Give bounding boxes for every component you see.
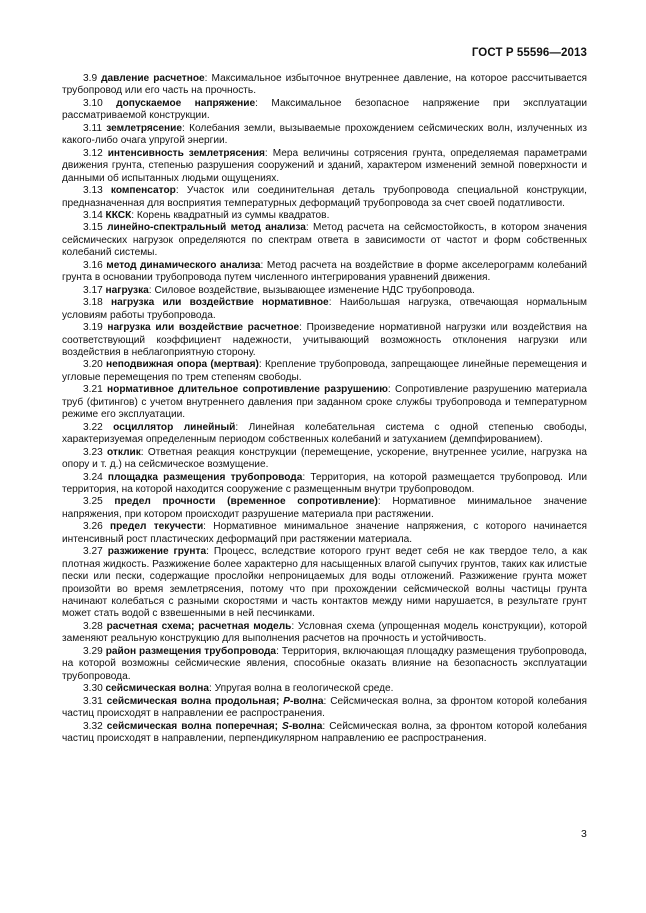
term-entry: 3.17 нагрузка: Силовое воздействие, вызывающее изменение НДС трубопровода. — [83, 284, 475, 296]
term-entry: 3.31 сейсмическая волна продольная; P-волна: Сейсмическая волна, за фронтом которой колебания частиц происходят в направлении ее распространения. — [62, 695, 587, 720]
term-title — [111, 185, 176, 196]
term-number: 3.26 — [83, 521, 103, 533]
term-title-italic: S — [282, 720, 289, 732]
term-title — [107, 384, 388, 395]
term-number: 3.19 — [83, 322, 103, 334]
term-title-text: разжижение грунта — [107, 546, 207, 558]
term-title — [107, 447, 141, 458]
term-title-text: неподвижная опора (мертвая) — [105, 359, 259, 371]
term-title-text: сейсмическая волна — [105, 683, 210, 695]
term-title-text: давление расчетное — [101, 73, 205, 84]
term-definition: Процесс, вследствие которого грунт ведет себя не как твердое тело, а как плотная жидкость. Разжижение более характерно для насыщенных влагой сыпучих грунтов, таких как илистые пески или пески, содержащие прослойки непроницаемых для воды отложений. Разжижение грунта может произойти во время землетрясения, потому что при прохождении сейсмической волны частицы грунта начинают колебаться с разными скоростями и часть контактов между ними нарушается, в результате грунт может стать водой с взвешенными в ней песчинками. — [62, 546, 587, 620]
term-title — [106, 285, 149, 296]
term-title-text: отклик — [106, 446, 141, 458]
term-title — [106, 210, 132, 221]
term-title — [110, 521, 203, 532]
term-number: 3.21 — [83, 384, 103, 396]
term-definition: Территория, включающая площадку размещения трубопровода, на которой возможны сейсмические явления, способные оказать влияние на безопасность эксплуатации трубопровода. — [62, 645, 587, 682]
term-number: 3.12 — [83, 147, 103, 159]
term-entry: 3.29 район размещения трубопровода: Территория, включающая площадку размещения трубопровода, на которой возможны сейсмические явления, способные оказать влияние на безопасность эксплуатации трубопровода. — [62, 645, 587, 682]
term-title — [106, 260, 260, 271]
term-title-text: метод динамического анализа — [106, 259, 261, 271]
term-number: 3.20 — [83, 359, 103, 371]
term-definition: Колебания земли, вызываемые прохождением сейсмических волн, излученных из какого-либо очага упругой энергии. — [62, 122, 587, 147]
term-title — [107, 322, 299, 333]
term-entry: 3.21 нормативное длительное сопротивление разрушению: Сопротивление разрушению материала труб (фитингов) с учетом внутреннего давления при заданном сроке службы трубопровода и температурном режиме его эксплуатации. — [62, 384, 587, 421]
term-entry: 3.19 нагрузка или воздействие расчетное: Произведение нормативной нагрузки или воздействия на соответствующий коэффициент надежности, учитывающий возможность отклонения нагрузки или воздействия в неблагоприятную сторону. — [62, 322, 587, 358]
term-title-text: нагрузка или воздействие расчетное — [107, 322, 300, 334]
term-title — [106, 123, 182, 134]
term-entry: 3.27 разжижение грунта: Процесс, вследствие которого грунт ведет себя не как твердое тело, а как плотная жидкость. Разжижение более характерно для насыщенных влагой сыпучих грунтов, таких как илистые пески или пески, содержащие прослойки непроницаемых для воды отложений. Разжижение грунта может произойти во время землетрясения, потому что при прохождении сейсмической волны частицы грунта начинают колебаться с разными скоростями и часть контактов между ними нарушается, в результате грунт может стать водой с взвешенными в ней песчинками. — [62, 546, 587, 620]
term-definition: Наибольшая нагрузка, отвечающая нормальным условиям работы трубопровода. — [62, 297, 587, 321]
term-definition: Мера величины сотрясения грунта, определяемая параметрами движения грунта, степенью разрушения сооружений и зданий, характером изменений земной поверхности и данными об испытанных людьми ощущениях. — [62, 147, 587, 184]
term-title — [108, 546, 206, 557]
term-title-text: нормативное длительное сопротивление разрушению — [107, 384, 388, 396]
term-title — [101, 73, 205, 84]
term-title — [108, 472, 302, 483]
term-number: 3.13 — [83, 185, 103, 197]
term-number: 3.32 — [83, 720, 103, 732]
term-definition: Произведение нормативной нагрузки или воздействия на соответствующий коэффициент надежности, учитывающий возможность отклонения нагрузки или воздействия в неблагоприятную сторону. — [62, 322, 587, 358]
term-title-tail: -волна — [288, 720, 323, 732]
term-definition: Сейсмическая волна, за фронтом которой колебания частиц происходят в направлении ее распространения. — [62, 695, 587, 720]
term-title-text: линейно-спектральный метод анализа — [107, 222, 306, 234]
term-entry: 3.24 площадка размещения трубопровода: Территория, на которой размещается трубопровод. Или территория, на которой находится сооружение с размещенным внутри трубопроводом. — [62, 471, 587, 495]
term-entry: 3.14 ККСК: Корень квадратный из суммы квадратов. — [83, 209, 330, 221]
term-definition: Максимальное безопасное напряжение при эксплуатации рассматриваемой конструкции. — [62, 97, 587, 122]
term-title-text: расчетная схема; расчетная модель — [106, 620, 292, 632]
term-title-text: площадка размещения трубопровода — [107, 471, 303, 483]
term-entry: 3.9 давление расчетное: Максимальное избыточное внутреннее давление, на которое рассчитывается трубопровод или его часть на прочность. — [62, 73, 587, 97]
term-title-text: предел прочности (временное сопротивление) — [114, 496, 378, 508]
terms-list — [62, 73, 587, 745]
term-title — [107, 621, 292, 632]
term-entry: 3.30 сейсмическая волна: Упругая волна в геологической среде. — [83, 683, 394, 695]
term-number: 3.22 — [83, 421, 103, 433]
term-number: 3.27 — [83, 546, 103, 558]
term-title — [106, 683, 209, 694]
term-number: 3.24 — [83, 471, 103, 483]
term-number: 3.10 — [83, 97, 103, 109]
term-definition: Упругая волна в геологической среде. — [214, 683, 394, 695]
term-title — [116, 98, 255, 109]
term-entry: 3.18 нагрузка или воздействие нормативное: Наибольшая нагрузка, отвечающая нормальным условиям работы трубопровода. — [62, 297, 587, 321]
term-title-text: предел текучести — [110, 521, 204, 533]
term-entry: 3.23 отклик: Ответная реакция конструкции (перемещение, ускорение, внутреннее усилие, нагрузка на опору и т. д.) на сейсмическое возмущение. — [62, 446, 587, 471]
term-number: 3.14 — [83, 209, 103, 221]
term-entry: 3.22 осциллятор линейный: Линейная колебательная система с одной степенью свободы, характеризуемая определенным периодом собственных колебаний и затуханием (демпфированием). — [62, 421, 587, 446]
term-definition: Метод расчета на сейсмостойкость, в котором значения сейсмических нагрузок определяются по спектрам ответа в зависимости от частот и форм собственных колебаний системы. — [62, 222, 587, 259]
term-number: 3.28 — [83, 620, 103, 632]
term-entry: 3.15 линейно-спектральный метод анализа: Метод расчета на сейсмостойкость, в котором значения сейсмических нагрузок определяются по спектрам ответа в зависимости от частот и форм собственных колебаний системы. — [62, 222, 587, 259]
term-title-text: сейсмическая волна продольная; — [106, 695, 284, 707]
term-definition: Силовое воздействие, вызывающее изменение НДС трубопровода. — [154, 284, 475, 296]
term-title — [107, 222, 306, 233]
term-number: 3.11 — [83, 122, 102, 134]
term-title-text: сейсмическая волна поперечная; — [106, 720, 283, 732]
term-title-tail: -волна — [289, 695, 324, 707]
term-definition: Сейсмическая волна, за фронтом которой колебания частиц происходят в направлении, перпендикулярном направлению ее распространения. — [62, 720, 587, 745]
term-title-text: ККСК — [105, 209, 132, 221]
term-title — [107, 721, 323, 732]
term-entry: 3.11 землетрясение: Колебания земли, вызываемые прохождением сейсмических волн, излученных из какого-либо очага упругой энергии. — [62, 122, 587, 147]
standard-code-header: ГОСТ Р 55596—2013 — [471, 47, 587, 59]
term-title-text: интенсивность землетрясения — [107, 147, 265, 159]
term-entry: 3.26 предел текучести: Нормативное минимальное значение напряжения, с которого начинается интенсивный рост пластических деформаций при растяжении материала. — [62, 521, 587, 545]
term-number: 3.29 — [83, 645, 103, 657]
term-title-italic: P — [283, 695, 290, 707]
term-title — [106, 359, 259, 370]
term-title-text: район размещения трубопровода — [105, 645, 277, 657]
term-definition: Ответная реакция конструкции (перемещение, ускорение, внутреннее усилие, нагрузка на опору и т. д.) на сейсмическое возмущение. — [62, 446, 587, 471]
term-title-text: компенсатор — [110, 185, 176, 197]
term-number: 3.16 — [83, 259, 103, 271]
term-definition: Крепление трубопровода, запрещающее линейные перемещения и угловые перемещения по трем степеням свободы. — [62, 359, 587, 383]
term-definition: Территория, на которой размещается трубопровод. Или территория, на которой находится сооружение с размещенным внутри трубопроводом. — [62, 471, 587, 495]
term-entry: 3.32 сейсмическая волна поперечная; S-волна: Сейсмическая волна, за фронтом которой колебания частиц происходят в направлении, перпендикулярном направлению ее распространения. — [62, 720, 587, 745]
term-number: 3.15 — [83, 222, 103, 234]
term-entry: 3.12 интенсивность землетрясения: Мера величины сотрясения грунта, определяемая параметрами движения грунта, степенью разрушения сооружений и зданий, характером изменений земной поверхности и данными об испытанных людьми ощущениях. — [62, 147, 587, 184]
term-number: 3.9 — [83, 73, 98, 84]
term-entry: 3.25 предел прочности (временное сопротивление): Нормативное минимальное значение напряжения, при котором происходит разрушение материала при растяжении. — [62, 496, 587, 520]
term-title-text: землетрясение — [106, 122, 183, 134]
term-title-text: нагрузка — [105, 284, 149, 296]
term-definition: Условная схема (упрощенная модель конструкции), которой заменяют реальную конструкцию для выполнения расчетов на прочность и устойчивость. — [62, 620, 587, 645]
term-number: 3.25 — [83, 496, 103, 508]
term-number: 3.30 — [83, 683, 103, 695]
term-definition: Максимальное избыточное внутреннее давление, на которое рассчитывается трубопровод или его часть на прочность. — [62, 73, 587, 97]
term-entry: 3.13 компенсатор: Участок или соединительная деталь трубопровода специальной конструкции, предназначенная для восприятия температурных деформаций трубопровода за счет своей податливости. — [62, 185, 587, 209]
term-entry: 3.20 неподвижная опора (мертвая): Крепление трубопровода, запрещающее линейные перемещения и угловые перемещения по трем степеням свободы. — [62, 359, 587, 383]
term-title — [108, 148, 265, 159]
term-title-text: нагрузка или воздействие нормативное — [110, 297, 329, 309]
term-entry: 3.28 расчетная схема; расчетная модель: Условная схема (упрощенная модель конструкции), которой заменяют реальную конструкцию для выполнения расчетов на прочность и устойчивость. — [62, 620, 587, 645]
term-number: 3.18 — [83, 297, 103, 309]
term-number: 3.17 — [83, 284, 103, 296]
term-definition: Нормативное минимальное значение напряжения, с которого начинается интенсивный рост пластических деформаций при растяжении материала. — [62, 521, 587, 545]
term-title — [106, 646, 276, 657]
term-title — [114, 496, 377, 507]
term-title — [113, 422, 235, 433]
term-definition: Участок или соединительная деталь трубопровода специальной конструкции, предназначенная для восприятия температурных деформаций трубопровода за счет своей податливости. — [62, 185, 587, 209]
term-definition: Метод расчета на воздействие в форме акселерограмм колебаний грунта в основании трубопровода путем численного интегрирования уравнений движения. — [62, 259, 587, 284]
term-definition: Корень квадратный из суммы квадратов. — [136, 209, 330, 221]
term-definition: Сопротивление разрушению материала труб (фитингов) с учетом внутреннего давления при заданном сроке службы трубопровода и температурном режиме его эксплуатации. — [62, 384, 587, 421]
term-title — [107, 696, 324, 707]
page-number: 3 — [581, 828, 587, 840]
term-definition: Нормативное минимальное значение напряжения, при котором происходит разрушение материала при растяжении. — [62, 496, 587, 520]
term-entry: 3.10 допускаемое напряжение: Максимальное безопасное напряжение при эксплуатации рассматриваемой конструкции. — [62, 97, 587, 122]
term-entry: 3.16 метод динамического анализа: Метод расчета на воздействие в форме акселерограмм колебаний грунта в основании трубопровода путем численного интегрирования уравнений движения. — [62, 259, 587, 284]
term-title-text: допускаемое напряжение — [116, 97, 256, 109]
term-number: 3.23 — [83, 446, 103, 458]
term-definition: Линейная колебательная система с одной степенью свободы, характеризуемая определенным периодом собственных колебаний и затуханием (демпфированием). — [62, 421, 587, 446]
term-title — [111, 297, 329, 308]
term-number: 3.31 — [83, 695, 103, 707]
term-title-text: осциллятор линейный — [113, 421, 236, 433]
